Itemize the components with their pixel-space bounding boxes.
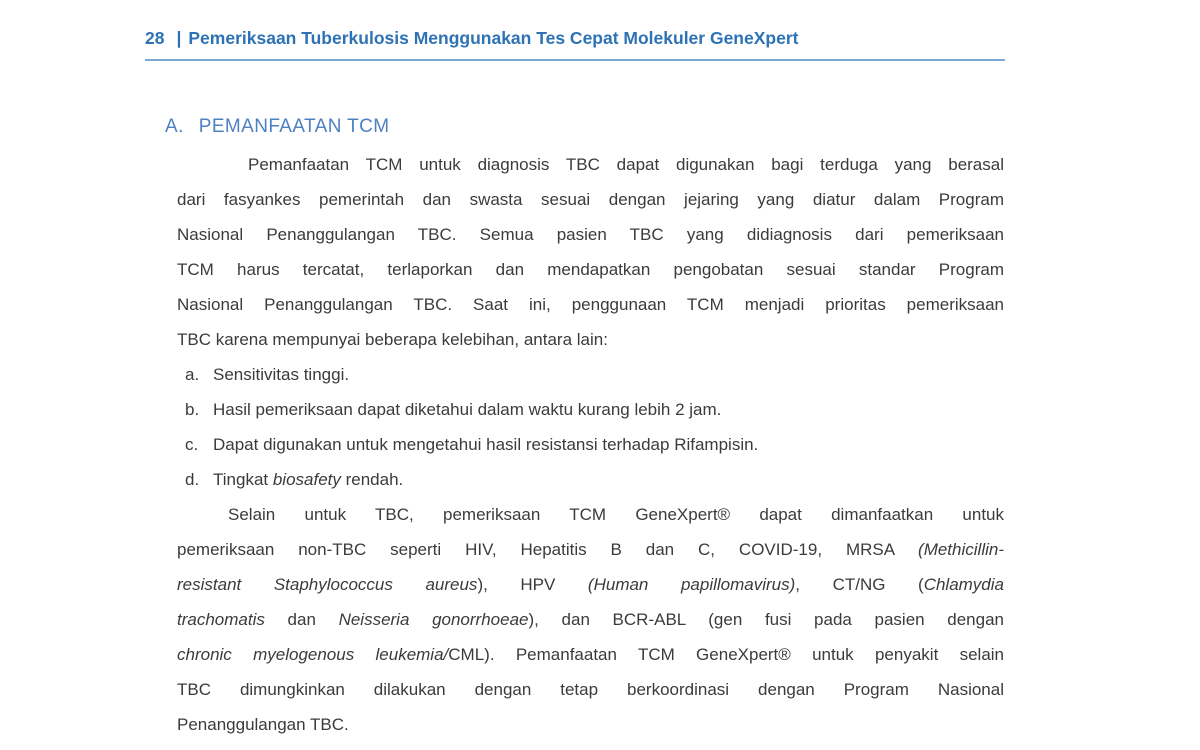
text-segment: Nasional Penanggulangan TBC. Semua pasien TBC yang didiagnosis dari pemeriksaan (177, 225, 1004, 244)
text-segment: pemeriksaan non-TBC seperti HIV, Hepatitis B dan C, COVID-19, MRSA (177, 540, 919, 559)
document-content (177, 147, 1004, 742)
list-marker: d. (185, 470, 200, 489)
italic-text-segment: chronic myelogenous leukemia/ (177, 645, 449, 664)
text-line (177, 602, 1004, 637)
text-line (177, 147, 1004, 182)
list-marker: b. (185, 400, 200, 419)
text-segment: ), HPV (477, 575, 588, 594)
text-line (177, 497, 1004, 532)
text-segment: , CT/NG ( (795, 575, 924, 594)
text-line (177, 567, 1004, 602)
italic-text-segment: Neisseria gonorrhoeae (338, 610, 529, 629)
list-item-text (213, 365, 349, 384)
paragraph (177, 497, 1004, 742)
text-line (177, 707, 1004, 742)
list-marker: a. (185, 365, 200, 384)
text-segment: TBC karena mempunyai beberapa kelebihan, antara lain: (177, 330, 608, 349)
text-segment: Hasil pemeriksaan dapat diketahui dalam waktu kurang lebih 2 jam. (213, 400, 722, 419)
italic-text-segment: trachomatis (177, 610, 265, 629)
header-divider (145, 59, 1005, 61)
page-header (145, 26, 1005, 50)
text-segment: TCM harus tercatat, terlaporkan dan mendapatkan pengobatan sesuai standar Program (177, 260, 1004, 279)
italic-text-segment: Chlamydia (923, 575, 1004, 594)
text-segment: dari fasyankes pemerintah dan swasta sesuai dengan jejaring yang diatur dalam Program (177, 190, 1004, 209)
text-segment: rendah. (340, 470, 404, 489)
text-line (177, 637, 1004, 672)
text-segment: CML). Pemanfaatan TCM GeneXpert® untuk penyakit selain (448, 645, 1005, 664)
text-line (177, 532, 1004, 567)
section-heading (165, 114, 390, 140)
section-label: A. (165, 116, 184, 137)
page-number: 28 (145, 28, 165, 48)
text-line (177, 287, 1004, 322)
text-line (177, 182, 1004, 217)
text-segment: Penanggulangan TBC. (177, 715, 349, 734)
list-item (177, 392, 1004, 427)
text-line (177, 217, 1004, 252)
list-item-text (213, 400, 721, 419)
text-line (177, 252, 1004, 287)
text-segment: Dapat digunakan untuk mengetahui hasil resistansi terhadap Rifampisin. (213, 435, 759, 454)
list-marker: c. (185, 435, 199, 454)
list-item-text (213, 435, 758, 454)
italic-text-segment: biosafety (272, 470, 341, 489)
text-segment: Sensitivitas tinggi. (213, 365, 350, 384)
text-segment: Pemanfaatan TCM untuk diagnosis TBC dapat digunakan bagi terduga yang berasal (248, 155, 1004, 174)
text-segment: Nasional Penanggulangan TBC. Saat ini, penggunaan TCM menjadi prioritas pemeriksaan (177, 295, 1004, 314)
lettered-list (177, 357, 1004, 497)
text-segment: Tingkat (213, 470, 273, 489)
italic-text-segment: (Human papillomavirus) (587, 575, 796, 594)
header-separator: | (176, 28, 182, 48)
list-item (177, 427, 1004, 462)
text-line (177, 322, 1004, 357)
text-segment: TBC dimungkinkan dilakukan dengan tetap berkoordinasi dengan Program Nasional (177, 680, 1004, 699)
text-line (177, 672, 1004, 707)
paragraph (177, 147, 1004, 357)
list-item (177, 462, 1004, 497)
italic-text-segment: resistant Staphylococcus aureus (177, 575, 478, 594)
text-segment: Selain untuk TBC, pemeriksaan TCM GeneXpert® dapat dimanfaatkan untuk (228, 505, 1004, 524)
text-segment: dan (264, 610, 339, 629)
list-item-text (213, 470, 403, 489)
list-item (177, 357, 1004, 392)
header-title: Pemeriksaan Tuberkulosis Menggunakan Tes Cepat Molekuler GeneXpert (188, 28, 799, 48)
text-segment: ), dan BCR-ABL (gen fusi pada pasien dengan (528, 610, 1005, 629)
section-title: PEMANFAATAN TCM (198, 116, 390, 137)
italic-text-segment: (Methicillin- (918, 540, 1004, 559)
